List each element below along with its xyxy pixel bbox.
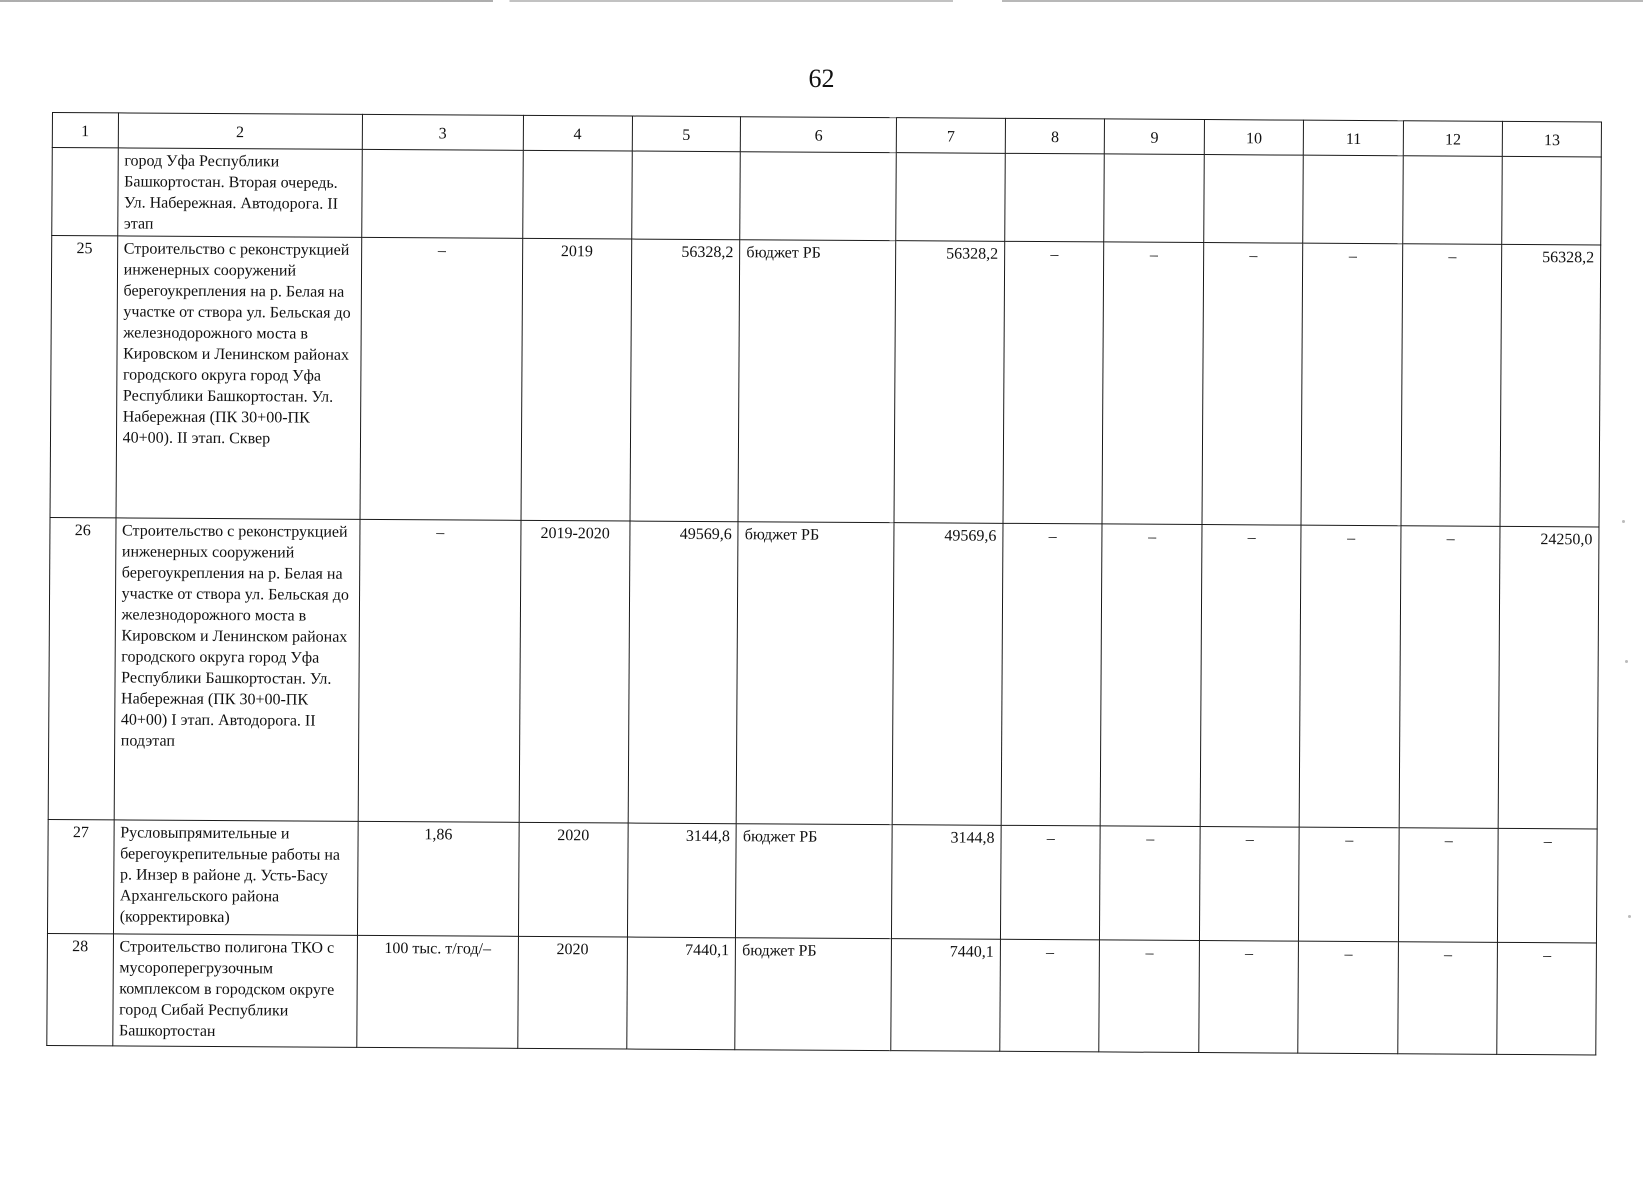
scan-speck: [1625, 660, 1628, 663]
period-cell: 2020: [518, 936, 627, 1049]
funding-source-cell: бюджет РБ: [736, 522, 894, 825]
year-value-cell: –: [1298, 941, 1398, 1054]
year-value-cell: –: [1000, 825, 1100, 940]
header-cell: 9: [1105, 119, 1205, 155]
total-cell: 3144,8: [892, 825, 1001, 940]
year-value-cell: [1005, 153, 1105, 242]
row-number: [52, 148, 118, 236]
year-value-cell: –: [1398, 828, 1498, 943]
year-value-cell: –: [1300, 525, 1401, 828]
table-row: [47, 933, 1597, 1054]
header-cell: 4: [523, 115, 632, 151]
scan-speck: [1628, 915, 1631, 918]
estimated-cost-cell: 3144,8: [627, 823, 736, 938]
header-cell: 5: [632, 116, 741, 152]
year-value-cell: –: [1398, 942, 1498, 1055]
row-number: 27: [47, 819, 113, 933]
year-value-cell: –: [1202, 243, 1303, 526]
capacity-cell: 1,86: [357, 821, 519, 936]
row-number: 25: [50, 236, 117, 518]
header-cell: 8: [1005, 118, 1105, 154]
year-value-cell: –: [1497, 942, 1596, 1055]
year-value-cell: [1303, 155, 1403, 244]
header-cell: 13: [1503, 121, 1602, 157]
estimated-cost-cell: 7440,1: [626, 937, 735, 1050]
funding-source-cell: [740, 152, 896, 241]
year-value-cell: –: [1301, 243, 1402, 526]
year-value-cell: –: [1100, 826, 1200, 941]
year-value-cell: –: [1003, 241, 1104, 524]
year-value-cell: 56328,2: [1500, 244, 1600, 527]
project-name: Строительство с реконструкцией инженерных сооружений берегоукрепления на р. Белая на участке от створа ул. Бельская до железнодорожного моста в Кировском и Ленинском районах городского округа город Уфа Республики Башкортостан. Ул. Набережная (ПК 30+00-ПК 40+00) I этап. Автодорога. II подэтап: [114, 518, 360, 821]
period-cell: 2020: [518, 822, 627, 937]
budget-table: [46, 112, 1602, 1055]
period-cell: 2019-2020: [519, 520, 630, 823]
row-number: 26: [48, 517, 115, 819]
table-row: [52, 148, 1602, 245]
capacity-cell: –: [358, 519, 521, 822]
year-value-cell: [1502, 156, 1601, 245]
year-value-cell: –: [1199, 827, 1299, 942]
year-value-cell: 24250,0: [1499, 526, 1599, 829]
year-value-cell: –: [1099, 940, 1199, 1053]
estimated-cost-cell: 49569,6: [628, 521, 739, 824]
funding-source-cell: бюджет РБ: [738, 240, 896, 523]
year-value-cell: –: [1000, 939, 1100, 1052]
header-cell: 10: [1204, 120, 1304, 156]
funding-source-cell: бюджет РБ: [736, 824, 893, 939]
year-value-cell: –: [1102, 242, 1203, 525]
year-value-cell: –: [1299, 827, 1399, 942]
estimated-cost-cell: [631, 151, 740, 240]
period-cell: [523, 150, 632, 239]
year-value-cell: –: [1498, 828, 1597, 943]
total-cell: [896, 153, 1005, 242]
project-name: Строительство с реконструкцией инженерных сооружений берегоукрепления на р. Белая на участке от створа ул. Бельская до железнодорожного моста в Кировском и Ленинском районах городского округа город Уфа Республики Башкортостан. Ул. Набережная (ПК 30+00-ПК 40+00). II этап. Сквер: [116, 236, 362, 519]
capacity-cell: –: [360, 237, 523, 520]
row-number: 28: [47, 933, 113, 1045]
header-cell: 11: [1304, 120, 1404, 156]
header-cell: 12: [1403, 121, 1503, 157]
project-name: город Уфа Республики Башкортостан. Вторая очередь. Ул. Набережная. Автодорога. II этап: [117, 148, 362, 237]
header-cell: 2: [118, 113, 362, 149]
header-cell: 1: [52, 113, 118, 148]
total-cell: 7440,1: [891, 939, 1000, 1052]
page-number: 62: [808, 64, 835, 93]
header-cell: 7: [896, 118, 1005, 154]
scan-top-edge: [0, 0, 1643, 2]
year-value-cell: –: [1101, 524, 1202, 827]
estimated-cost-cell: 56328,2: [630, 239, 740, 522]
header-cell: 6: [741, 117, 897, 153]
year-value-cell: –: [1401, 244, 1502, 527]
capacity-cell: [362, 149, 524, 238]
capacity-cell: 100 тыс. т/год/–: [357, 935, 519, 1048]
table-row: [47, 819, 1597, 942]
year-value-cell: –: [1200, 525, 1301, 828]
project-name: Русловыпрямительные и берегоукрепительные работы на р. Инзер в районе д. Усть-Басу Архангельского района (корректировка): [113, 820, 358, 935]
total-cell: 56328,2: [894, 241, 1004, 524]
period-cell: 2019: [521, 238, 631, 521]
year-value-cell: –: [1199, 941, 1299, 1054]
table-row: [50, 236, 1601, 527]
scan-speck: [1622, 520, 1625, 523]
year-value-cell: –: [1399, 526, 1500, 829]
year-value-cell: [1104, 154, 1204, 243]
year-value-cell: –: [1001, 523, 1102, 826]
header-cell: 3: [362, 114, 523, 150]
funding-source-cell: бюджет РБ: [735, 938, 892, 1051]
year-value-cell: [1204, 155, 1304, 244]
total-cell: 49569,6: [892, 523, 1003, 826]
project-name: Строительство полигона ТКО с мусороперегрузочным комплексом в городском округе город Сибай Республики Башкортостан: [112, 934, 357, 1047]
table-row: [48, 517, 1599, 828]
year-value-cell: [1403, 156, 1503, 245]
